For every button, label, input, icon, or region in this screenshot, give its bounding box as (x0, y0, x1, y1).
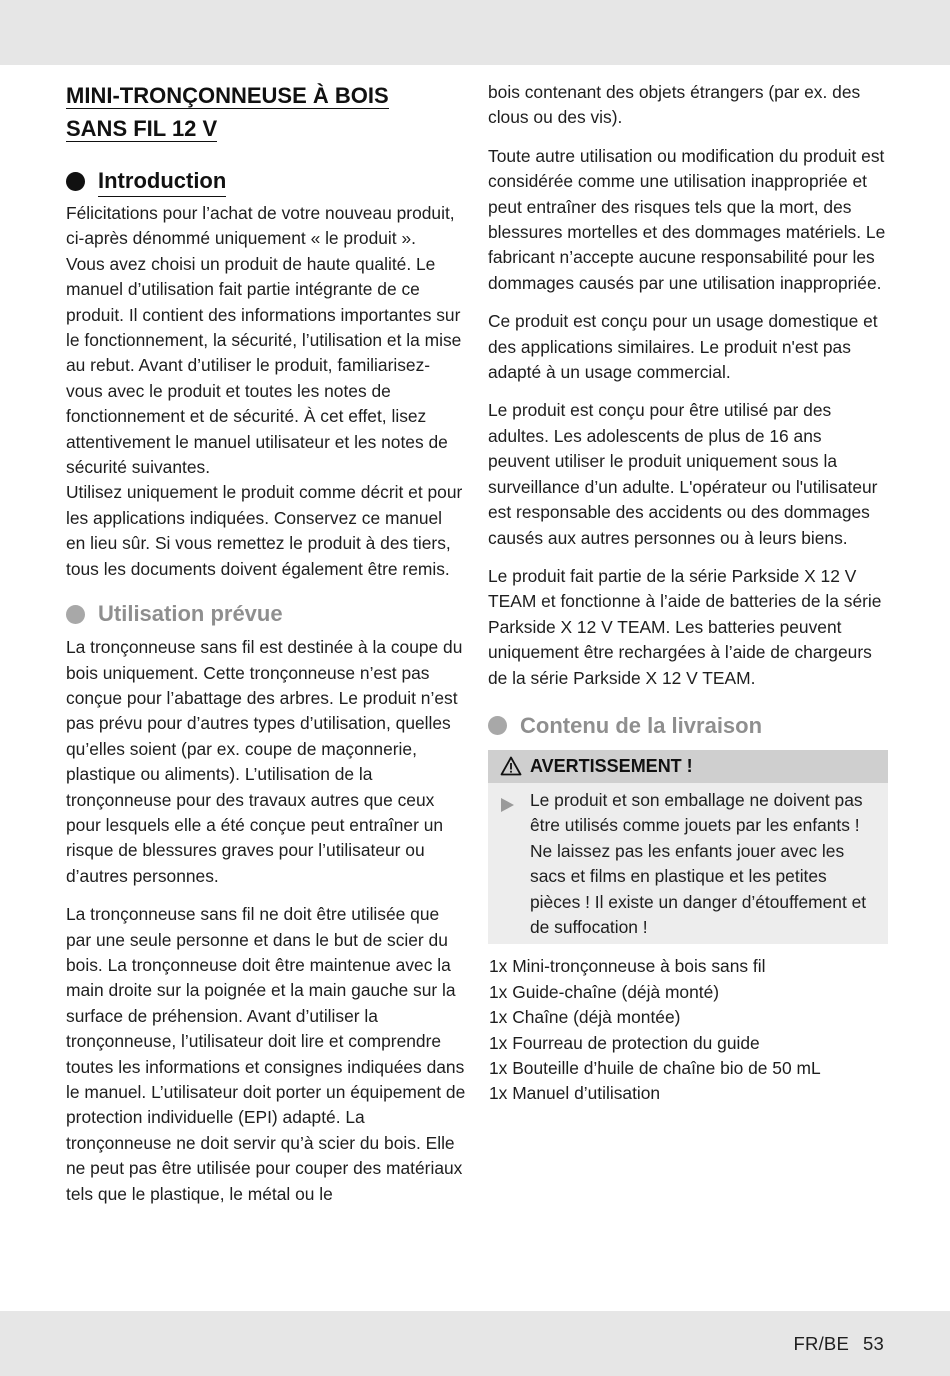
intended-use-paragraph: La tronçonneuse sans fil ne doit être utilisée que par une seule personne et dans le but de scier du bois. La tronçonneuse doit être maintenue avec la main droite sur la poignée et la main gauche sur la surface de préhension. Avant d’utiliser la tronçonneuse, l’utilisateur doit lire et comprendre toutes les informations et consignes indiquées dans le manuel. L’utilisateur doit porter un équipement de protection individuelle (EPI) adapté. La tronçonneuse ne doit servir qu’à scier du bois. Elle ne peut pas être utilisée pour couper des matériaux tels que le plastique, le métal ou le (66, 904, 466, 1204)
list-item: 1x Fourreau de protection du guide (489, 1032, 760, 1053)
intended-use-heading (66, 599, 466, 629)
warning-title: AVERTISSEMENT ! (530, 755, 693, 776)
delivery-list (488, 954, 888, 1106)
warning-item (488, 783, 888, 940)
intended-use-paragraph: Le produit fait partie de la série Parkside X 12 V TEAM et fonctionne à l’aide de batteries de la série Parkside X 12 V TEAM. Les batteries peuvent uniquement être rechargées à l’aide de chargeurs de la série Parkside X 12 V TEAM. (488, 565, 882, 688)
introduction-heading-text: Introduction (98, 166, 226, 197)
left-column (66, 78, 466, 1207)
header-band (0, 0, 950, 65)
right-column (488, 80, 888, 1107)
bullet-icon (66, 605, 85, 624)
list-item: 1x Manuel d’utilisation (489, 1083, 661, 1104)
intro-paragraph: Utilisez uniquement le produit comme décrit et pour les applications indiquées. Conservez ce manuel en lieu sûr. Si vous remettez le produit à des tiers, tous les documents doivent également être remis. (66, 482, 463, 579)
intended-use-paragraph: Ce produit est conçu pour un usage domestique et des applications similaires. Le produit n'est pas adapté à un usage commercial. (488, 311, 878, 383)
delivery-heading (488, 711, 888, 741)
page-footer (794, 1333, 884, 1355)
footer-language: FR/BE (793, 1333, 850, 1354)
list-item: 1x Chaîne (déjà montée) (489, 1007, 681, 1028)
intended-use-paragraph: Toute autre utilisation ou modification du produit est considérée comme une utilisation inappropriée et peut entraîner des risques tels que la mort, des blessures mortelles et des dommages matériels. Le fabricant n’accepte aucune responsabilité pour les dommages causés par une utilisation inappropriée. (488, 145, 886, 293)
play-arrow-icon (500, 788, 530, 940)
intended-use-paragraph: bois contenant des objets étrangers (par ex. des clous ou des vis). (488, 82, 861, 128)
list-item: 1x Mini-tronçonneuse à bois sans fil (489, 956, 766, 977)
introduction-heading (66, 166, 466, 197)
warning-triangle-icon (500, 756, 522, 776)
list-item: 1x Bouteille d’huile de chaîne bio de 50 mL (489, 1058, 821, 1078)
bullet-icon (66, 172, 85, 191)
warning-text: Le produit et son emballage ne doivent pas être utilisés comme jouets par les enfants ! Ne laissez pas les enfants jouer avec les sacs et films en plastique et les petites pièces ! Il existe un danger d’étouffement et de suffocation ! (530, 789, 867, 937)
document-title (66, 79, 466, 145)
warning-box (488, 750, 888, 944)
delivery-heading-text: Contenu de la livraison (520, 712, 763, 738)
list-item: 1x Guide-chaîne (déjà monté) (489, 981, 720, 1002)
intended-use-paragraph: La tronçonneuse sans fil est destinée à la coupe du bois uniquement. Cette tronçonneuse n’est pas conçue pour l’abattage des arbres. Le produit n’est pas prévu pour d’autres types d’utilisation, quelles qu’elles soient (par ex. coupe de maçonnerie, plastique ou aliments). L’utilisation de la tronçonneuse pour des travaux autres que ceux pour lesquels elle a été conçue peut entraîner un risque de blessures graves pour l’utilisateur ou d’autres personnes. (66, 637, 463, 886)
page-number: 53 (863, 1333, 884, 1354)
intro-paragraph: Vous avez choisi un produit de haute qualité. Le manuel d’utilisation fait partie intégrante de ce produit. Il contient des informations importantes sur le fonctionnement, la sécurité, l’utilisation et la mise au rebut. Avant d’utiliser le produit, familiarisez-vous avec le produit et toutes les notes de fonctionnement et de sécurité. À cet effet, lisez attentivement le manuel utilisateur et les notes de sécurité suivantes. (66, 253, 462, 478)
intended-use-paragraph: Le produit est conçu pour être utilisé par des adultes. Les adolescents de plus de 16 ans peuvent utiliser le produit uniquement sous la surveillance d’un adulte. L'opérateur ou l'utilisateur est responsable des accidents ou des dommages causés aux autres personnes ou à leurs biens. (488, 400, 878, 548)
intended-use-heading-text: Utilisation prévue (98, 601, 283, 627)
warning-header (488, 750, 888, 783)
intro-paragraph: Félicitations pour l’achat de votre nouveau produit, ci-après dénommé uniquement « le produit ». (66, 203, 455, 249)
bullet-icon (488, 716, 507, 735)
title-line-2: SANS FIL 12 V (66, 116, 218, 141)
title-line-1: MINI-TRONÇONNEUSE À BOIS (66, 83, 389, 108)
